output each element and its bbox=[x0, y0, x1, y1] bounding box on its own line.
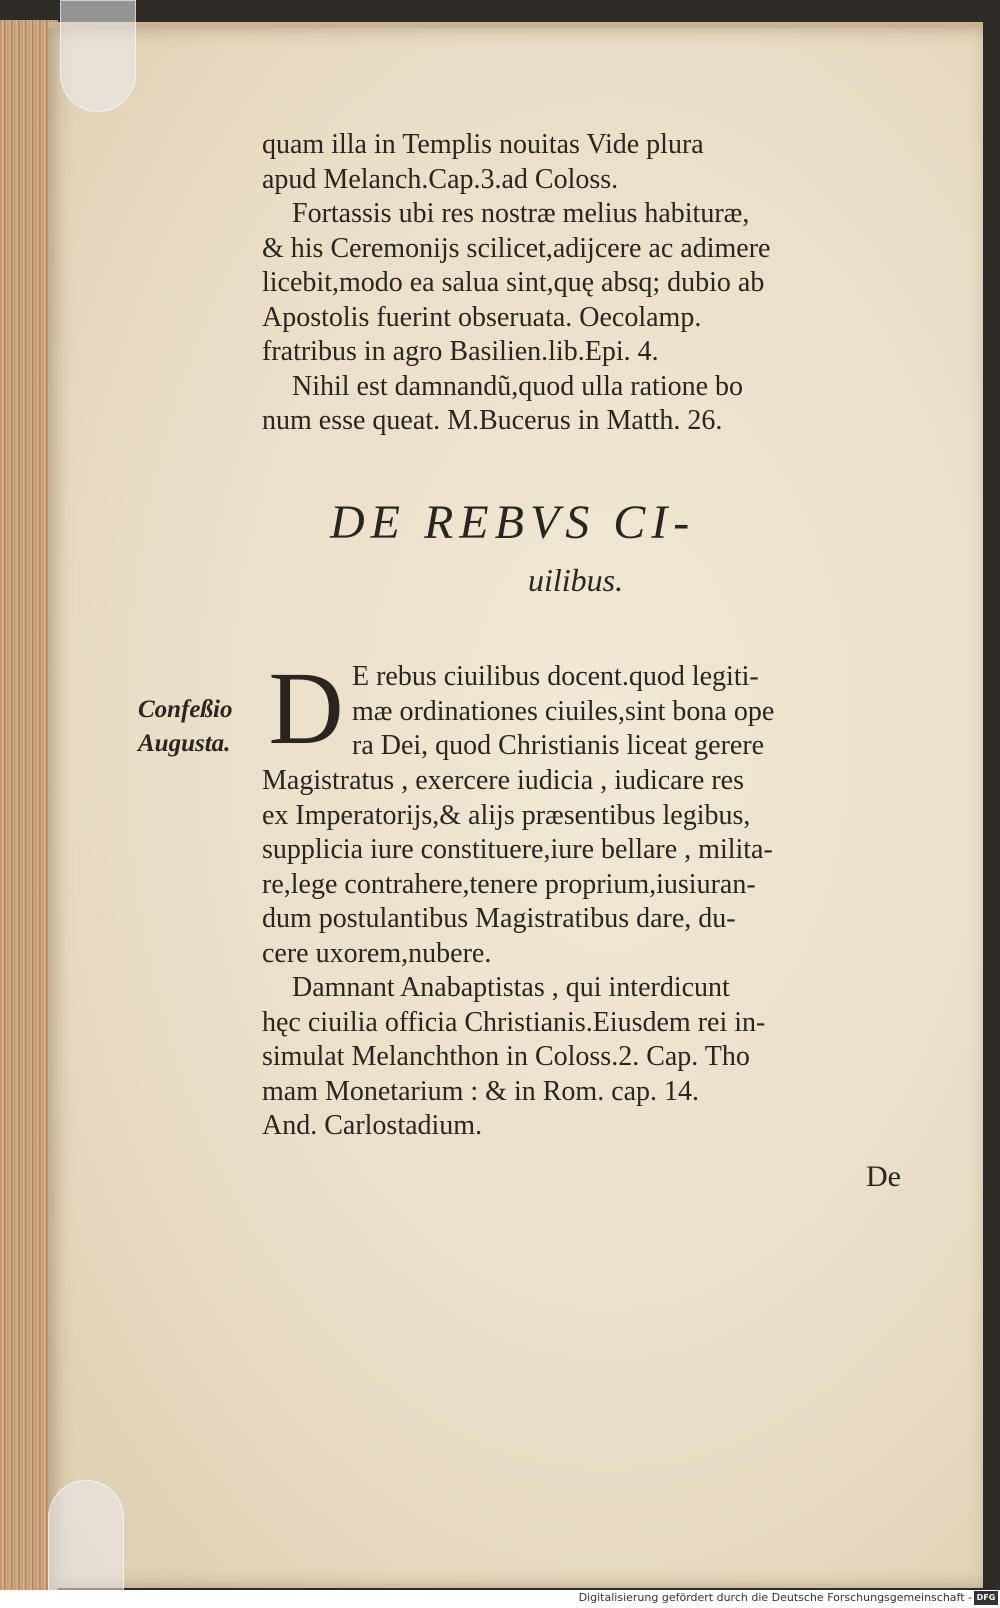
text-line: ex Imperatorijs,& alijs præsentibus legibus, bbox=[262, 799, 751, 831]
drop-cap: D bbox=[268, 651, 344, 766]
text-line: Nihil est damnandũ,quod ulla ratione bo bbox=[292, 370, 744, 402]
text-line: quam illa in Templis nouitas Vide plura bbox=[262, 129, 704, 160]
text-line: cere uxorem,nubere. bbox=[262, 937, 492, 969]
margin-note bbox=[138, 693, 232, 761]
digitization-footer bbox=[0, 1590, 1000, 1608]
text-line: mæ ordinationes ciuiles,sint bona ope bbox=[352, 695, 775, 727]
top-paragraphs bbox=[262, 128, 922, 439]
text-line: licebit,modo ea salua sint,quę absq; dubio ab bbox=[262, 267, 765, 298]
catchword: De bbox=[866, 1160, 901, 1193]
text-line: re,lege contrahere,tenere proprium,iusiuran- bbox=[262, 868, 756, 900]
text-line: Damnant Anabaptistas , qui interdicunt bbox=[292, 972, 730, 1003]
text-line: simulat Melanchthon in Coloss.2. Cap. Tho bbox=[262, 1041, 750, 1072]
section-heading: DE REBVS CI- bbox=[330, 496, 696, 549]
text-line: E rebus ciuilibus docent.quod legiti- bbox=[352, 661, 759, 692]
text-line: apud Melanch.Cap.3.ad Coloss. bbox=[262, 163, 619, 195]
text-line: & his Ceremonijs scilicet,adijcere ac adimere bbox=[262, 232, 771, 264]
footer-credit-text: Digitalisierung gefördert durch die Deutsche Forschungsgemeinschaft - bbox=[578, 1591, 972, 1604]
text-line: And. Carlostadium. bbox=[262, 1110, 483, 1141]
margin-note-line: Augusta. bbox=[138, 730, 231, 757]
text-line: hęc ciuilia officia Christianis.Eiusdem rei in- bbox=[262, 1006, 766, 1038]
text-line: num esse queat. M.Bucerus in Matth. 26. bbox=[262, 405, 723, 436]
margin-note-line: Confeßio bbox=[138, 696, 233, 723]
text-line: Fortassis ubi res nostræ melius habituræ, bbox=[292, 198, 750, 229]
dfg-logo: DFG bbox=[974, 1591, 998, 1605]
text-line: ra Dei, quod Christianis liceat gerere bbox=[352, 730, 765, 761]
text-line: Apostolis fuerint obseruata. Oecolamp. bbox=[262, 301, 702, 333]
text-line: Magistratus , exercere iudicia , iudicare res bbox=[262, 765, 745, 796]
page-clip-top bbox=[60, 0, 136, 112]
text-line: supplicia iure constituere,iure bellare , milita- bbox=[262, 834, 773, 865]
text-line: dum postulantibus Magistratibus dare, du- bbox=[262, 903, 736, 934]
dropcap-paragraph-lines bbox=[352, 660, 912, 764]
text-line: fratribus in agro Basilien.lib.Epi. 4. bbox=[262, 336, 659, 367]
body-paragraphs bbox=[262, 764, 922, 1144]
text-line: mam Monetarium : & in Rom. cap. 14. bbox=[262, 1075, 700, 1107]
page-clip-bottom bbox=[48, 1480, 124, 1590]
section-heading-continuation: uilibus. bbox=[528, 562, 624, 598]
